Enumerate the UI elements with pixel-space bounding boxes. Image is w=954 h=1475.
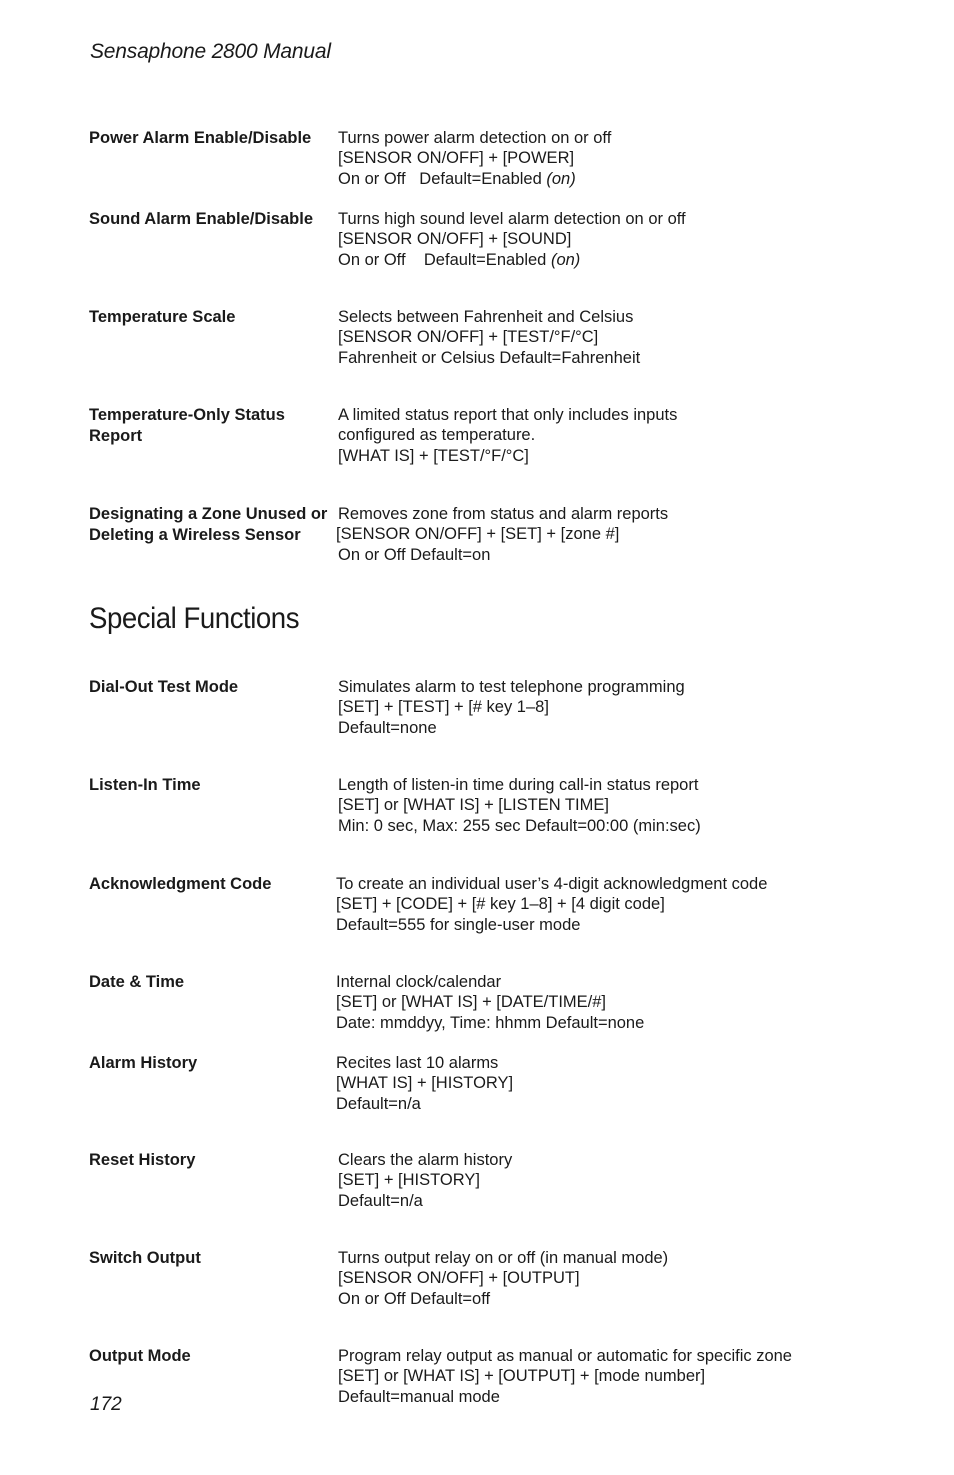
entry-description: [338, 405, 858, 466]
entry-description: [338, 307, 858, 368]
desc-line: Min: 0 sec, Max: 255 sec Default=00:00 (min:sec): [338, 816, 701, 835]
desc-line: Date: mmddyy, Time: hhmm Default=none: [336, 1013, 645, 1032]
desc-line: [SENSOR ON/OFF] + [SOUND]: [338, 230, 572, 249]
entry-description: [338, 775, 858, 836]
entry-description: [338, 128, 858, 189]
desc-line: Turns output relay on or off (in manual mode): [338, 1249, 669, 1267]
desc-line: [SET] or [WHAT IS] + [LISTEN TIME]: [338, 796, 609, 815]
desc-line: [338, 169, 858, 189]
entry-term: Dial-Out Test Mode: [89, 678, 239, 696]
entry-term: Alarm History: [89, 1054, 198, 1072]
entry-description: [336, 874, 856, 935]
entry-description: [338, 209, 858, 270]
desc-line: Fahrenheit or Celsius Default=Fahrenheit: [338, 348, 641, 367]
running-header: Sensaphone 2800 Manual: [90, 40, 331, 63]
desc-text: On or Off Default=Enabled: [338, 169, 547, 188]
entry-term: Designating a Zone Unused or Deleting a Wireless Sensor: [89, 505, 328, 544]
desc-line: Selects between Fahrenheit and Celsius: [338, 308, 634, 326]
desc-line: Recites last 10 alarms: [336, 1054, 499, 1072]
desc-line: Default=n/a: [338, 1191, 423, 1210]
entry-term: Output Mode: [89, 1347, 191, 1365]
entry-description: [338, 1346, 858, 1407]
entry-description: [336, 972, 856, 1033]
entry-description: [336, 1053, 856, 1114]
entry-term: Acknowledgment Code: [89, 875, 272, 893]
desc-italic: (on): [550, 250, 581, 269]
desc-line: Default=none: [338, 718, 437, 737]
desc-italic: (on): [546, 169, 576, 188]
entry-term: Power Alarm Enable/Disable: [89, 129, 312, 147]
desc-line: On or Off Default=on: [338, 545, 491, 564]
entry-term: Sound Alarm Enable/Disable: [89, 210, 314, 228]
desc-line: Removes zone from status and alarm reports: [338, 505, 669, 523]
entry-description: [338, 677, 858, 738]
desc-line: [SET] or [WHAT IS] + [DATE/TIME/#]: [336, 993, 607, 1012]
desc-line: Turns power alarm detection on or off: [338, 129, 612, 147]
entry-term: Temperature Scale: [89, 308, 236, 326]
entry-term: Reset History: [89, 1151, 196, 1169]
desc-line: Simulates alarm to test telephone programming: [338, 678, 685, 696]
desc-line: On or Off Default=off: [338, 1289, 491, 1308]
desc-line: To create an individual user’s 4-digit acknowledgment code: [336, 875, 768, 893]
desc-line: [SET] or [WHAT IS] + [OUTPUT] + [mode number]: [338, 1367, 706, 1386]
entry-description: [338, 504, 858, 565]
desc-line: configured as temperature.: [338, 426, 536, 445]
entry-term: Listen-In Time: [89, 776, 201, 794]
desc-line: Turns high sound level alarm detection on or off: [338, 210, 686, 228]
desc-line: [SENSOR ON/OFF] + [POWER]: [338, 149, 575, 168]
desc-line: Default=n/a: [336, 1094, 421, 1113]
desc-line: [WHAT IS] + [TEST/°F/°C]: [338, 446, 529, 465]
entry-term: Temperature-Only Status Report: [89, 406, 285, 445]
desc-line: [WHAT IS] + [HISTORY]: [336, 1074, 514, 1093]
desc-line: [SENSOR ON/OFF] + [OUTPUT]: [338, 1269, 580, 1288]
desc-line: [SENSOR ON/OFF] + [TEST/°F/°C]: [338, 328, 599, 347]
desc-line: [338, 250, 858, 270]
entry-term: Switch Output: [89, 1249, 201, 1267]
entry-term: Date & Time: [89, 973, 185, 991]
desc-line: Clears the alarm history: [338, 1151, 513, 1169]
desc-line: Internal clock/calendar: [336, 973, 502, 991]
entry-description: [338, 1150, 858, 1211]
desc-line: Program relay output as manual or automatic for specific zone: [338, 1347, 792, 1365]
desc-line: [SET] + [HISTORY]: [338, 1171, 480, 1190]
entry-description: [338, 1248, 858, 1309]
desc-line: Length of listen-in time during call-in status report: [338, 776, 699, 794]
desc-line: [SET] + [CODE] + [# key 1–8] + [4 digit code]: [336, 895, 665, 914]
desc-line: Default=555 for single-user mode: [336, 915, 581, 934]
desc-text: On or Off Default=Enabled: [338, 250, 551, 269]
desc-line: A limited status report that only includes inputs: [338, 406, 678, 424]
desc-line: [SENSOR ON/OFF] + [SET] + [zone #]: [336, 525, 620, 544]
desc-line: Default=manual mode: [338, 1387, 500, 1406]
section-title: Special Functions: [89, 602, 300, 635]
desc-line: [SET] + [TEST] + [# key 1–8]: [338, 698, 549, 717]
page-number: 172: [90, 1394, 122, 1415]
